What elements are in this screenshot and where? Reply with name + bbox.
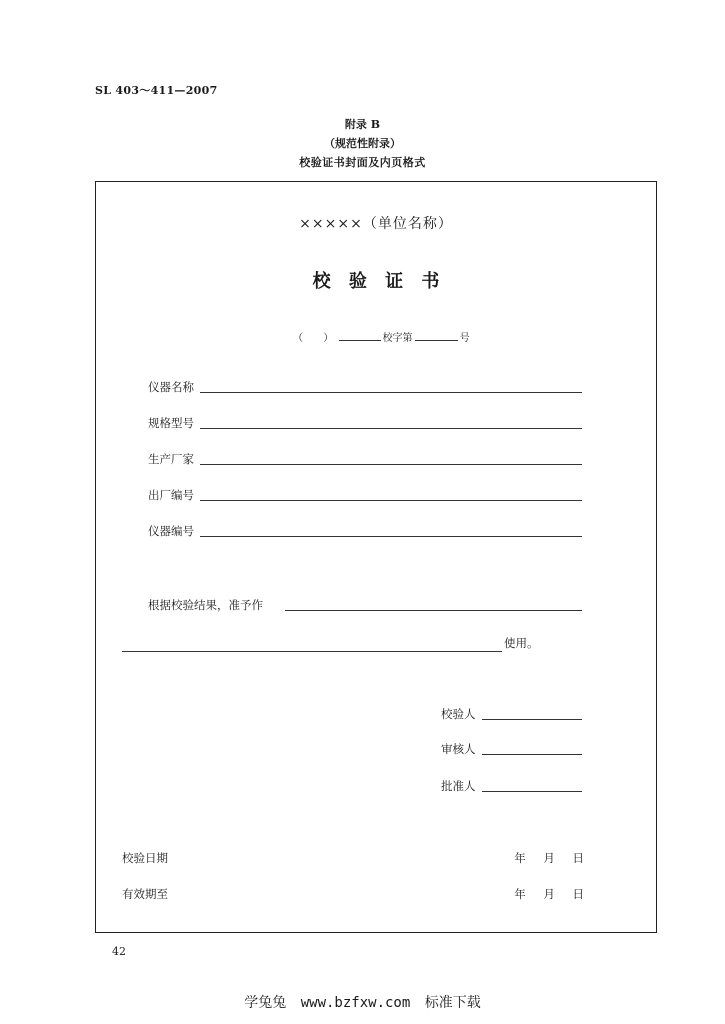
field-label: 仪器编号 <box>148 524 194 538</box>
usage-text: 使用。 <box>504 636 539 650</box>
valid-until-date <box>122 886 584 902</box>
signature-reviewer <box>441 741 582 757</box>
signature-label: 批准人 <box>441 779 476 793</box>
footer-watermark: 学兔兔 www.bzfxw.com 标准下载 <box>244 995 481 1011</box>
field-instrument-number <box>148 523 582 539</box>
date-label: 有效期至 <box>122 887 168 901</box>
field-manufacturer <box>148 451 582 467</box>
serial-blank-1[interactable] <box>339 330 381 341</box>
page-number: 42 <box>112 945 126 958</box>
field-blank[interactable] <box>200 536 582 537</box>
date-ymd: 年 月 日 <box>514 851 584 865</box>
field-blank[interactable] <box>200 428 582 429</box>
certificate-title: 校 验 证 书 <box>312 271 440 292</box>
appendix-title: 附录 B <box>344 118 381 131</box>
field-blank[interactable] <box>200 464 582 465</box>
field-label: 规格型号 <box>148 416 194 430</box>
calibration-date <box>122 850 584 866</box>
serial-close-paren: ） <box>323 333 334 344</box>
date-label: 校验日期 <box>122 851 168 865</box>
approval-text: 根据校验结果，准予作 <box>148 598 263 612</box>
certificate-form <box>95 181 657 933</box>
signature-blank[interactable] <box>482 719 582 720</box>
signature-approver <box>441 778 582 794</box>
org-name: ×××××（单位名称） <box>299 216 453 232</box>
usage-blank[interactable] <box>122 636 502 652</box>
standard-number: SL 403～411—2007 <box>95 84 218 97</box>
date-ymd: 年 月 日 <box>514 887 584 901</box>
appendix-subtitle: 校验证书封面及内页格式 <box>299 156 426 169</box>
signature-label: 校验人 <box>441 707 476 721</box>
serial-middle-text: 校字第 <box>382 333 413 344</box>
signature-label: 审核人 <box>441 742 476 756</box>
field-blank[interactable] <box>200 392 582 393</box>
field-instrument-name <box>148 379 582 395</box>
signature-checker <box>441 706 582 722</box>
approval-blank[interactable] <box>285 610 582 611</box>
appendix-type: （规范性附录） <box>324 137 401 150</box>
serial-open-paren: （ <box>293 333 303 344</box>
signature-blank[interactable] <box>482 754 582 755</box>
approval-statement <box>148 597 582 613</box>
field-label: 仪器名称 <box>148 380 194 394</box>
serial-suffix: 号 <box>459 333 470 344</box>
signature-blank[interactable] <box>482 791 582 792</box>
field-blank[interactable] <box>200 500 582 501</box>
serial-blank-2[interactable] <box>415 330 458 341</box>
serial-number-line <box>293 329 470 344</box>
field-serial <box>148 487 582 503</box>
field-label: 生产厂家 <box>148 452 194 466</box>
field-label: 出厂编号 <box>148 488 194 502</box>
field-model <box>148 415 582 431</box>
